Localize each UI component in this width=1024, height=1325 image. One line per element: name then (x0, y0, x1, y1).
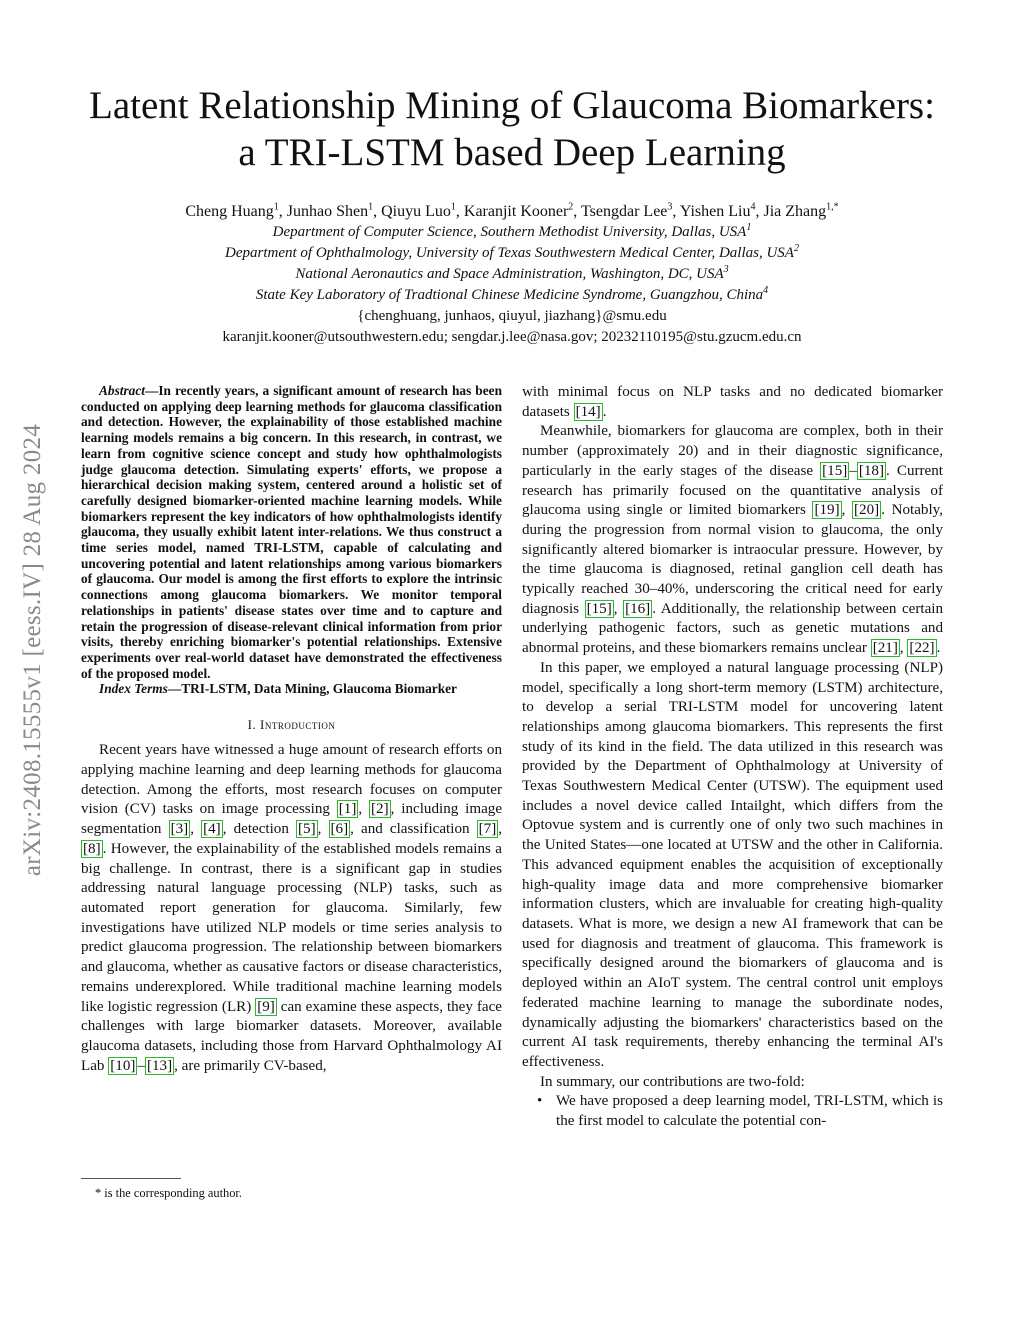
author-affiliation-mark: 1 (368, 201, 374, 213)
citation-link[interactable]: [2] (371, 801, 389, 818)
affiliation-list (60, 222, 964, 306)
affiliation-text: Department of Computer Science, Southern Methodist University, Dallas, USA (272, 224, 747, 240)
author-name: Yishen Liu (679, 203, 751, 220)
author-block (60, 201, 964, 348)
author-name: Karanjit Kooner (463, 203, 569, 220)
list-item (522, 1092, 943, 1131)
affiliation-text: Department of Ophthalmology, University of Texas Southwestern Medical Center, Dallas, USA (225, 245, 794, 261)
author-name: Qiuyu Luo (381, 203, 451, 220)
citation-link[interactable]: [3] (170, 821, 189, 838)
affiliation-text: National Aeronautics and Space Administration, Washington, DC, USA (295, 266, 724, 282)
affiliation-mark: 1 (746, 222, 752, 233)
author-affiliation-mark: 4 (750, 201, 756, 213)
email-line: karanjit.kooner@utsouthwestern.edu; sengdar.j.lee@nasa.gov; 20232110195@stu.gzucm.edu.cn (222, 329, 802, 345)
author-name: Jia Zhang (763, 203, 827, 220)
citation-link[interactable]: [16] (625, 600, 651, 617)
affiliation-line (60, 243, 964, 264)
citation-link[interactable]: [1] (338, 801, 357, 818)
body-paragraph: Meanwhile, biomarkers for glaucoma are complex, both in their number (approximately 20) and in their diagnostic significance, particularly in the early stages of the disease [15] – [18] . Current research has primarily focused on the quantitative analysis of glaucoma using single or limited biomarkers [19] , [20] . Notably, during the progression from normal vision to glaucoma, the only significantly altered biomarker is intraocular pressure. However, by the time glaucoma is diagnosed, retinal ganglion cell death has typically reached 30–40%, underscoring the critical need for early diagnosis [15] , [16] . Additionally, the relationship between certain underlying pathogenic factors, such as genetic mutations and abnormal proteins, and these biomarkers remains unclear [21] , [22] . (522, 423, 944, 657)
citation-link[interactable]: [9] (257, 998, 275, 1015)
abstract (81, 383, 502, 681)
footnote-divider (81, 1178, 181, 1179)
citation-link[interactable]: [18] (858, 462, 885, 479)
abstract-label: Abstract (99, 383, 145, 398)
author-affiliation-mark: 1 (273, 201, 279, 213)
body-paragraph: In summary, our contributions are two-fold: (540, 1073, 805, 1090)
author-name: Cheng Huang (185, 203, 274, 220)
citation-link[interactable]: [7] (478, 821, 497, 838)
author-affiliation-mark: 1,* (826, 201, 839, 213)
affiliation-line (60, 264, 964, 285)
citation-link[interactable]: [13] (146, 1057, 173, 1074)
author-list: Cheng Huang$^1$, Junhao Shen$^1$, Qiuyu Luo$^1$, Karanjit Kooner$^2$, Tsengdar Lee$^3$, Yishen Liu$^4$, Jia Zhang$^{1,*}$ (185, 201, 839, 220)
citation-link[interactable]: [21] (872, 640, 898, 657)
right-column (522, 383, 943, 1132)
paper-title: Latent Relationship Mining of Glaucoma Biomarkers: a TRI-LSTM based Deep Learning (89, 84, 935, 174)
citation-link[interactable]: [20] (854, 502, 880, 519)
affiliation-line (60, 285, 964, 306)
citation-link[interactable]: [14] (575, 403, 601, 420)
email-line: {chenghuang, junhaos, qiuyul, jiazhang}@smu.edu (357, 308, 667, 324)
citation-link[interactable]: [15] (822, 462, 848, 479)
body-paragraph: In this paper, we employed a natural language processing (NLP) model, specifically a long short-term memory (LSTM) architecture, to develop a serial TRI-LSTM model for uncovering latent relationships among glaucoma biomarkers. This represents the first study of its kind in the field. The data utilized in this research was provided by the Department of Ophthalmology at University of Texas Southwestern Medical Center (UTSW). The equipment used includes a novel device called Intailght, which differs from the Optovue system and is currently one of only two such machines in the United States—one located at UTSW and the other in California. This advanced equipment enables the acquisition of exceptionally high-quality image data and more comprehensive biomarker information clusters, which are invaluable for creating high-quality datasets. What is more, we design a new AI framework that can be used for diagnosis and treatment of glaucoma. This framework is specifically designed around the biomarkers of glaucoma and is deployed within an AIoT system. The central control unit employs federated machine learning to manage the subordinate nodes, dynamically adjusting the biomarkers' characteristics based on the current AI task requirements, thereby enhancing the terminal AI's effectiveness. (522, 659, 943, 1070)
list-item-text: We have proposed a deep learning model, TRI-LSTM, which is the first model to calculate the potential con- (556, 1093, 943, 1130)
contribution-list (522, 1092, 943, 1131)
intro-paragraph: Recent years have witnessed a huge amount of research efforts on applying machine learning and deep learning methods for glaucoma detection. Among the efforts, most research focuses on computer vision (CV) tasks on image processing [1] , [2] , including image segmentation [3] , [4] , detection [5] , [6] , and classification [7] , [8] . However, the explainability of the established models remains a big challenge. In contrast, there is a significant gap in studies addressing natural language processing (NLP) tasks, such as automated report generation for glaucoma. Similarly, few investigations have utilized NLP models or time series analysis to predict glaucoma progression. The relationship between biomarkers and glaucoma, whether as causative factors or disease characteristics, remains underexplored. While traditional machine learning models like logistic regression (LR) [9] can examine these aspects, they face challenges with large biomarker datasets. Moreover, available glaucoma datasets, including those from Harvard Ophthalmology AI Lab [10] – [13] , are primarily CV-based, (81, 742, 503, 1074)
arxiv-stamp (10, 330, 56, 970)
author-affiliation-mark: 3 (667, 201, 673, 213)
footnote: * is the corresponding author. (95, 1186, 242, 1200)
index-terms-label: Index Terms (99, 681, 168, 697)
arxiv-stamp-text: arXiv:2408.15555v1 [eess.IV] 28 Aug 2024 (19, 423, 46, 877)
author-name: Tsengdar Lee (581, 203, 668, 220)
index-terms-text: —TRI-LSTM, Data Mining, Glaucoma Biomarker (167, 681, 457, 697)
citation-link[interactable]: [4] (203, 821, 221, 838)
section-heading: I. Introduction (247, 717, 336, 733)
citation-link[interactable]: [22] (909, 640, 935, 657)
bullet-marker: • (537, 1093, 543, 1110)
body-paragraph: with minimal focus on NLP tasks and no dedicated biomarker datasets [14] . (522, 384, 943, 420)
index-terms (81, 681, 502, 697)
affiliation-line (60, 222, 964, 243)
author-affiliation-mark: 2 (568, 201, 574, 213)
affiliation-text: State Key Laboratory of Tradtional Chinese Medicine Syndrome, Guangzhou, China (255, 287, 764, 303)
author-name: Junhao Shen (286, 203, 369, 220)
citation-link[interactable]: [8] (83, 840, 101, 857)
abstract-text: —In recently years, a significant amount of research has been conducted on applying deep learning methods for glaucoma classification and detection. However, the explainability of those established machine learning models remains a big concern. In this research, in contrast, we learn from cognitive science concept and study how ophthalmologists judge glaucoma detection. Simulating experts' efforts, we propose a hierarchical decision making system, centered around a holistic set of carefully designed biomarker-oriented machine learning models. While biomarkers represent the key indicators of how ophthalmologists identify glaucoma, they usually exhibit latent inter-relations. We thus construct a time series model, named TRI-LSTM, capable of calculating and uncovering potential and latent relationships among various biomarkers of glaucoma. Our model is among the first efforts to explore the intrinsic connections among glaucoma biomarkers. We monitor temporal relationships in patients' disease states over time and to capture and retain the progression of disease-relevant clinical information from prior visits, thereby enriching biomarker's potential relationships. Extensive experiments over real-world dataset have demonstrated the effectiveness of the proposed model. (81, 383, 502, 681)
affiliation-mark: 4 (763, 285, 769, 296)
citation-link[interactable]: [6] (330, 821, 349, 838)
citation-link[interactable]: [5] (298, 821, 316, 838)
citation-link[interactable]: [15] (586, 600, 612, 617)
affiliation-mark: 2 (793, 243, 799, 254)
author-affiliation-mark: 1 (450, 201, 456, 213)
affiliation-mark: 3 (723, 264, 729, 275)
citation-link[interactable]: [19] (814, 502, 840, 519)
left-column (81, 383, 502, 1076)
citation-link[interactable]: [10] (110, 1057, 136, 1074)
